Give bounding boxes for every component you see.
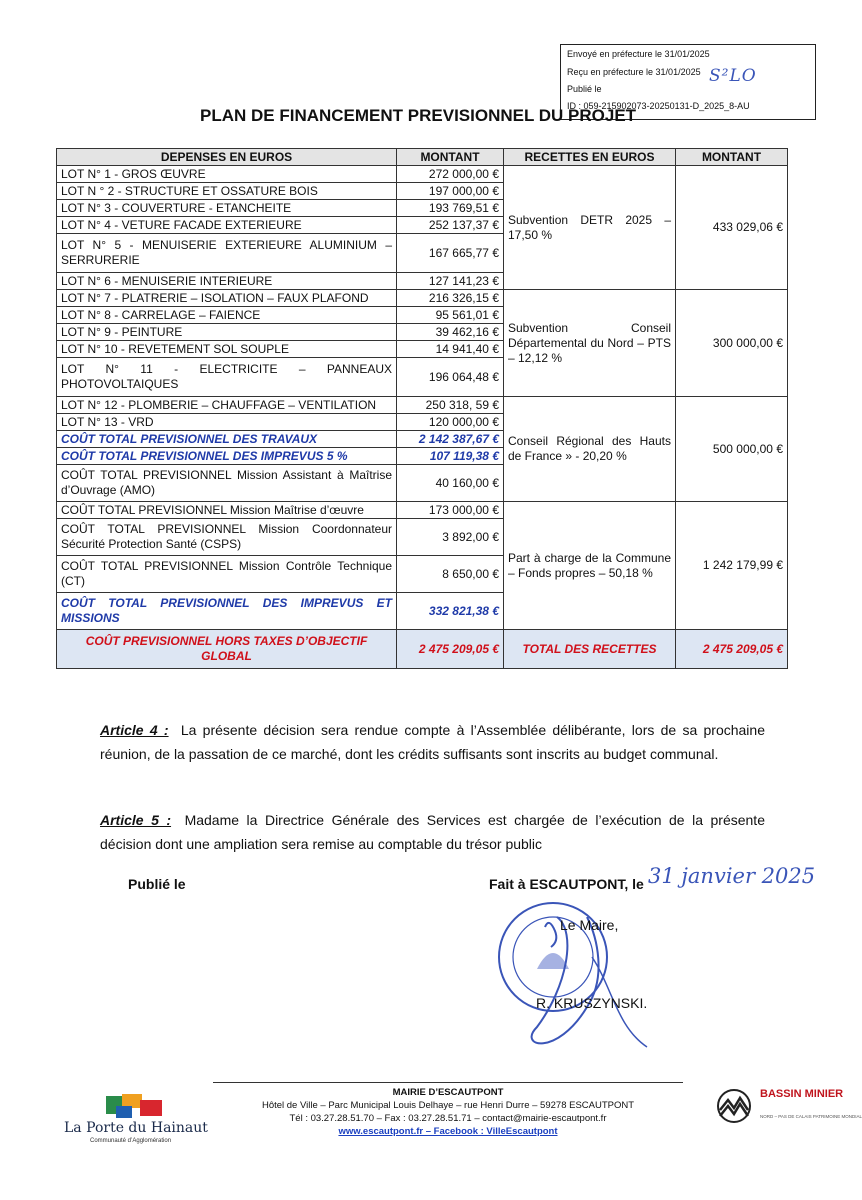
- stamp-recu: Reçu en préfecture le 31/01/2025: [567, 67, 701, 77]
- table-row: [57, 166, 788, 183]
- header-montant: MONTANT: [397, 149, 504, 166]
- publie-label: Publié le: [128, 876, 186, 892]
- row-amount: 173 000,00 €: [397, 502, 504, 519]
- row-amount: 332 821,38 €: [397, 593, 504, 630]
- header-montant-recettes: MONTANT: [676, 149, 788, 166]
- porte-du-hainaut-emblem-icon: [100, 1092, 180, 1122]
- row-label: LOT N° 9 - PEINTURE: [57, 324, 397, 341]
- footer-website-link[interactable]: www.escautpont.fr – Facebook : VilleEscautpont: [338, 1126, 558, 1137]
- row-amount: 95 561,01 €: [397, 307, 504, 324]
- row-label: LOT N ° 2 - STRUCTURE ET OSSATURE BOIS: [57, 183, 397, 200]
- fait-label: Fait à ESCAUTPONT, le: [489, 876, 644, 892]
- footer-contact: Tél : 03.27.28.51.70 – Fax : 03.27.28.51.71 – contact@mairie-escautpont.fr: [289, 1113, 607, 1124]
- row-label: COÛT TOTAL PREVISIONNEL Mission Maîtrise d’œuvre: [57, 502, 397, 519]
- table-row: [57, 397, 788, 414]
- row-amount: 8 650,00 €: [397, 556, 504, 593]
- article-4-label: Article 4 :: [100, 722, 169, 738]
- financing-table: [56, 148, 788, 669]
- row-label: COÛT TOTAL PREVISIONNEL Mission Assistant à Maîtrise d’Ouvrage (AMO): [57, 465, 397, 502]
- footer-address: Hôtel de Ville – Parc Municipal Louis Delhaye – rue Henri Durre – 59278 ESCAUTPONT: [261, 1100, 635, 1111]
- row-amount: 39 462,16 €: [397, 324, 504, 341]
- bassin-minier-logo: [712, 1088, 862, 1128]
- stamp-id: ID : 059-215902073-20250131-D_2025_8-AU: [567, 101, 750, 111]
- maire-label: Le Maire,: [560, 917, 619, 933]
- total-label: COÛT PREVISIONNEL HORS TAXES D’OBJECTIF GLOBAL: [57, 630, 397, 669]
- stamp-envoye: Envoyé en préfecture le 31/01/2025: [567, 49, 710, 59]
- bassin-minier-text: BASSIN MINIER: [760, 1088, 844, 1100]
- porte-du-hainaut-text: La Porte du Hainaut: [64, 1120, 208, 1136]
- row-amount: 167 665,77 €: [397, 234, 504, 273]
- stamp-publie: Publié le: [567, 84, 602, 94]
- footer: [213, 1086, 683, 1138]
- row-label: LOT N° 13 - VRD: [57, 414, 397, 431]
- recette-amount: 1 242 179,99 €: [676, 502, 788, 630]
- row-label: COÛT TOTAL PREVISIONNEL DES IMPREVUS 5 %: [57, 448, 397, 465]
- row-label: COÛT TOTAL PREVISIONNEL Mission Contrôle Technique (CT): [57, 556, 397, 593]
- row-label: LOT N° 10 - REVETEMENT SOL SOUPLE: [57, 341, 397, 358]
- row-amount: 3 892,00 €: [397, 519, 504, 556]
- table-row: [57, 502, 788, 519]
- recette-label: Subvention Conseil Départemental du Nord – PTS – 12,12 %: [504, 290, 676, 397]
- row-amount: 107 119,38 €: [397, 448, 504, 465]
- row-amount: 272 000,00 €: [397, 166, 504, 183]
- recette-amount: 300 000,00 €: [676, 290, 788, 397]
- row-label: LOT N° 5 - MENUISERIE EXTERIEURE ALUMINIUM – SERRURERIE: [57, 234, 397, 273]
- row-label: LOT N° 8 - CARRELAGE – FAIENCE: [57, 307, 397, 324]
- total-recettes-label: TOTAL DES RECETTES: [504, 630, 676, 669]
- row-label: COÛT TOTAL PREVISIONNEL DES IMPREVUS ET MISSIONS: [57, 593, 397, 630]
- row-amount: 2 142 387,67 €: [397, 431, 504, 448]
- row-amount: 40 160,00 €: [397, 465, 504, 502]
- row-amount: 127 141,23 €: [397, 273, 504, 290]
- row-label: LOT N° 11 - ELECTRICITE – PANNEAUX PHOTOVOLTAIQUES: [57, 358, 397, 397]
- porte-du-hainaut-logo: [60, 1092, 210, 1152]
- row-amount: 250 318, 59 €: [397, 397, 504, 414]
- table-header: [57, 149, 788, 166]
- article-4: [100, 718, 765, 766]
- row-amount: 197 000,00 €: [397, 183, 504, 200]
- row-label: COÛT TOTAL PREVISIONNEL DES TRAVAUX: [57, 431, 397, 448]
- row-amount: 14 941,40 €: [397, 341, 504, 358]
- header-recettes: RECETTES EN EUROS: [504, 149, 676, 166]
- page-title: PLAN DE FINANCEMENT PREVISIONNEL DU PROJET: [200, 106, 637, 125]
- row-label: LOT N° 7 - PLATRERIE – ISOLATION – FAUX PLAFOND: [57, 290, 397, 307]
- bassin-minier-sub: NORD – PAS DE CALAIS PATRIMOINE MONDIAL: [760, 1114, 862, 1119]
- handwritten-date: 31 janvier 2025: [648, 864, 816, 888]
- total-recettes-amount: 2 475 209,05 €: [676, 630, 788, 669]
- total-amount: 2 475 209,05 €: [397, 630, 504, 669]
- row-amount: 216 326,15 €: [397, 290, 504, 307]
- stamp-signature: S²LO: [709, 66, 757, 86]
- row-amount: 193 769,51 €: [397, 200, 504, 217]
- recette-amount: 500 000,00 €: [676, 397, 788, 502]
- footer-title: MAIRIE D’ESCAUTPONT: [392, 1087, 504, 1098]
- row-label: LOT N° 12 - PLOMBERIE – CHAUFFAGE – VENTILATION: [57, 397, 397, 414]
- row-label: LOT N° 3 - COUVERTURE - ETANCHEITE: [57, 200, 397, 217]
- recette-amount: 433 029,06 €: [676, 166, 788, 290]
- row-label: LOT N° 1 - GROS ŒUVRE: [57, 166, 397, 183]
- row-label: LOT N° 6 - MENUISERIE INTERIEURE: [57, 273, 397, 290]
- article-4-text: La présente décision sera rendue compte à l’Assemblée délibérante, lors de sa prochaine réunion, de la passation de ce marché, dont les crédits suffisants sont inscrits au budget communal.: [100, 722, 765, 762]
- recette-label: Conseil Régional des Hauts de France » - 20,20 %: [504, 397, 676, 502]
- porte-du-hainaut-sub: Communauté d’Agglomération: [90, 1138, 172, 1144]
- recette-label: Subvention DETR 2025 – 17,50 %: [504, 166, 676, 290]
- article-5-text: Madame la Directrice Générale des Services est chargée de l’exécution de la présente décision dont une ampliation sera remise au comptable du trésor public: [100, 812, 765, 852]
- row-amount: 252 137,37 €: [397, 217, 504, 234]
- table-row: [57, 290, 788, 307]
- header-depenses: DEPENSES EN EUROS: [57, 149, 397, 166]
- article-5: [100, 808, 765, 856]
- row-label: LOT N° 4 - VETURE FACADE EXTERIEURE: [57, 217, 397, 234]
- total-row: [57, 630, 788, 669]
- bassin-minier-emblem-icon: [712, 1088, 756, 1124]
- row-amount: 120 000,00 €: [397, 414, 504, 431]
- recette-label: Part à charge de la Commune – Fonds propres – 50,18 %: [504, 502, 676, 630]
- footer-divider: [213, 1082, 683, 1083]
- maire-name: R. KRUSZYNSKI.: [536, 995, 648, 1011]
- row-label: COÛT TOTAL PREVISIONNEL Mission Coordonnateur Sécurité Protection Santé (CSPS): [57, 519, 397, 556]
- row-amount: 196 064,48 €: [397, 358, 504, 397]
- article-5-label: Article 5 :: [100, 812, 172, 828]
